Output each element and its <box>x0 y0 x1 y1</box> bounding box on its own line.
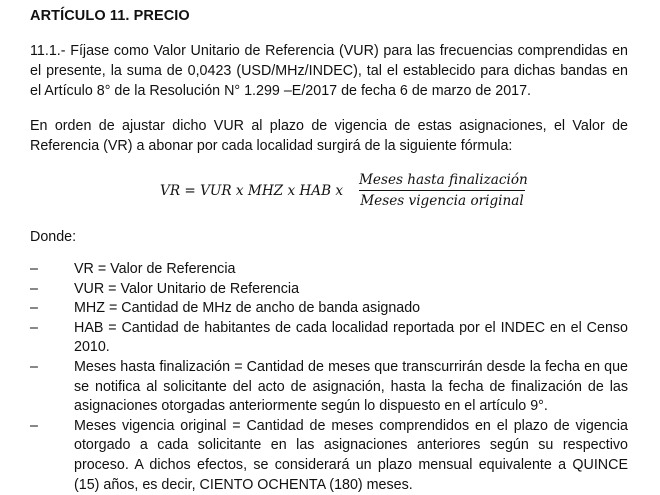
definition-item-meses-vigencia-original <box>30 417 628 495</box>
definition-item-hab <box>30 319 628 358</box>
definition-text: VR = Valor de Referencia <box>74 261 236 277</box>
paragraph-donde: Donde: <box>30 229 77 245</box>
formula-lhs: VR = VUR x MHZ x HAB x <box>160 183 344 199</box>
definition-item-mhz <box>30 299 628 319</box>
paragraph-adjustment: En orden de ajustar dicho VUR al plazo de vigencia de estas asignaciones, el Valor de Referencia (VR) a abonar por cada localidad surgirá de la siguiente fórmula: <box>30 118 628 154</box>
definition-item-meses-hasta-finalizacion <box>30 358 628 417</box>
list-bullet: – <box>30 261 38 277</box>
formula-fraction <box>359 171 528 210</box>
definition-text: Meses hasta finalización = Cantidad de meses que transcurrirán desde la fecha en que se notifica al solicitante del acto de asignación, hasta la fecha de finalización de las asignaciones otorgadas anteriormente según lo dispuesto en el artículo 9°. <box>74 358 628 415</box>
definition-text: Meses vigencia original = Cantidad de meses comprendidos en el plazo de vigencia otorgado a cada solicitante en las asignaciones anteriores según su respectivo proceso. A dichos efectos, se considerará un plazo mensual equivalente a QUINCE (15) años, es decir, CIENTO OCHENTA (180) meses. <box>74 417 628 493</box>
formula-denominator: Meses vigencia original <box>360 193 524 209</box>
paragraph-11-1: 11.1.- Fíjase como Valor Unitario de Referencia (VUR) para las frecuencias comprendidas en el presente, la suma de 0,0423 (USD/MHz/INDEC), tal el establecido para dichas bandas en el Artículo 8° de la Resolución N° 1.299 –E/2017 de fecha 6 de marzo de 2017. <box>30 43 628 99</box>
list-bullet: – <box>30 417 38 434</box>
definition-text: HAB = Cantidad de habitantes de cada localidad reportada por el INDEC en el Censo 2010. <box>74 319 628 356</box>
article-heading: ARTÍCULO 11. PRECIO <box>30 8 190 24</box>
formula-numerator: Meses hasta finalización <box>359 172 528 188</box>
definitions-list <box>30 260 628 495</box>
definition-text: VUR = Valor Unitario de Referencia <box>74 280 300 297</box>
definition-item-vr <box>30 260 628 280</box>
list-bullet: – <box>30 319 38 336</box>
list-bullet: – <box>30 300 38 317</box>
definition-text: MHZ = Cantidad de MHz de ancho de banda asignado <box>74 300 421 317</box>
list-bullet: – <box>30 280 38 297</box>
fraction-bar <box>359 190 525 191</box>
list-bullet: – <box>30 358 38 375</box>
price-formula <box>160 171 540 215</box>
definition-item-vur <box>30 280 628 300</box>
